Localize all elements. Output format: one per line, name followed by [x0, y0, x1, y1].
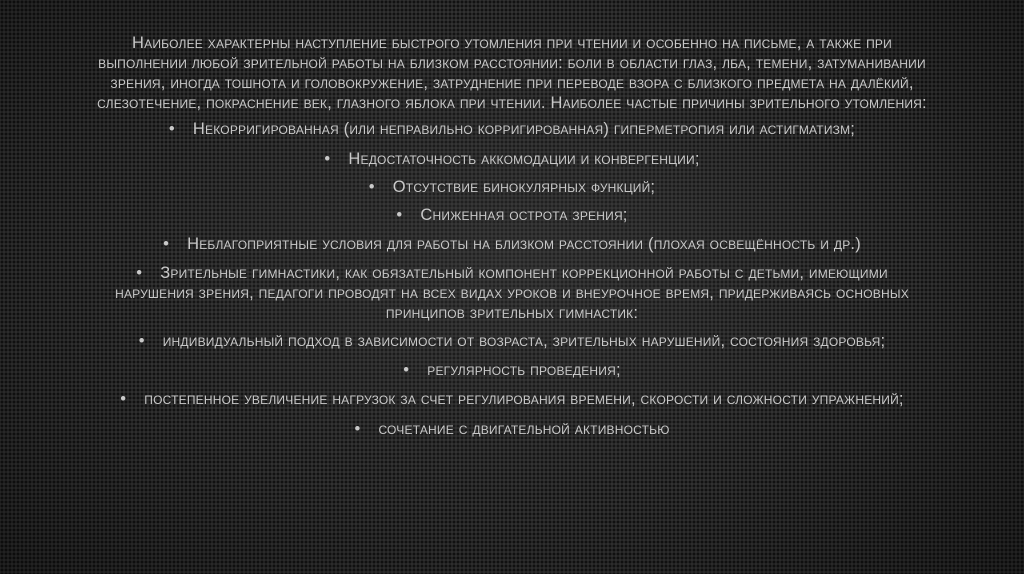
bullet-text: индивидуальный подход в зависимости от возраста, зрительных нарушений, состояния здоровья; — [162, 332, 886, 350]
bullet-dot-icon: • — [368, 178, 375, 196]
bullet-dot-icon: • — [403, 361, 410, 379]
intro-paragraph: Наиболее характерны наступление быстрого утомления при чтении и особенно на письме, а также при выполнении любой зрительной работы на близком расстоянии: боли в области глаз, лба, темени, затуманивании зрения, иногда тошнота и головокружение, затруднение при переводе взора с близкого предмета на далёкий, слезотечение, покраснение век, глазного яблока при чтении. Наиболее частые причины зрительного утомления: — [97, 34, 927, 112]
bullet-item — [96, 419, 928, 439]
bullet-dot-icon: • — [354, 420, 361, 438]
bullet-item — [96, 263, 928, 323]
bullet-dot-icon: • — [396, 206, 403, 224]
bullet-dot-icon: • — [168, 120, 175, 138]
bullet-item — [96, 205, 928, 225]
bullet-text: регулярность проведения; — [427, 361, 621, 379]
bullet-item — [96, 331, 928, 351]
bullet-text: Неблагоприятные условия для работы на близком расстоянии (плохая освещённость и др.) — [187, 235, 861, 253]
bullet-item — [96, 177, 928, 197]
bullet-dot-icon: • — [138, 332, 145, 350]
bullet-item — [96, 234, 928, 254]
slide-content — [96, 33, 928, 439]
bullet-text: Зрительные гимнастики, как обязательный компонент коррекционной работы с детьми, имеющими нарушения зрения, педагоги проводят на всех видах уроков и внеурочное время, придерживаясь основных принципов зрительных гимнастик: — [115, 264, 909, 322]
bullet-item — [96, 389, 928, 409]
bullet-dot-icon: • — [163, 235, 170, 253]
bullet-text: Отсутствие бинокулярных функций; — [392, 178, 656, 196]
bullet-dot-icon: • — [136, 264, 143, 282]
bullet-item — [96, 149, 928, 169]
bullet-dot-icon: • — [324, 150, 331, 168]
bullet-dot-icon: • — [120, 390, 127, 408]
bullet-text: постепенное увеличение нагрузок за счет регулирования времени, скорости и сложности упражнений; — [144, 390, 904, 408]
bullet-text: Некорригированная (или неправильно корригированная) гиперметропия или астигматизм; — [192, 120, 856, 138]
bullet-text: сочетание с двигательной активностью — [378, 420, 670, 438]
bullet-item — [96, 119, 928, 139]
bullet-text: Недостаточность аккомодации и конвергенции; — [348, 150, 700, 168]
bullet-text: Сниженная острота зрения; — [420, 206, 628, 224]
bullet-item — [96, 360, 928, 380]
